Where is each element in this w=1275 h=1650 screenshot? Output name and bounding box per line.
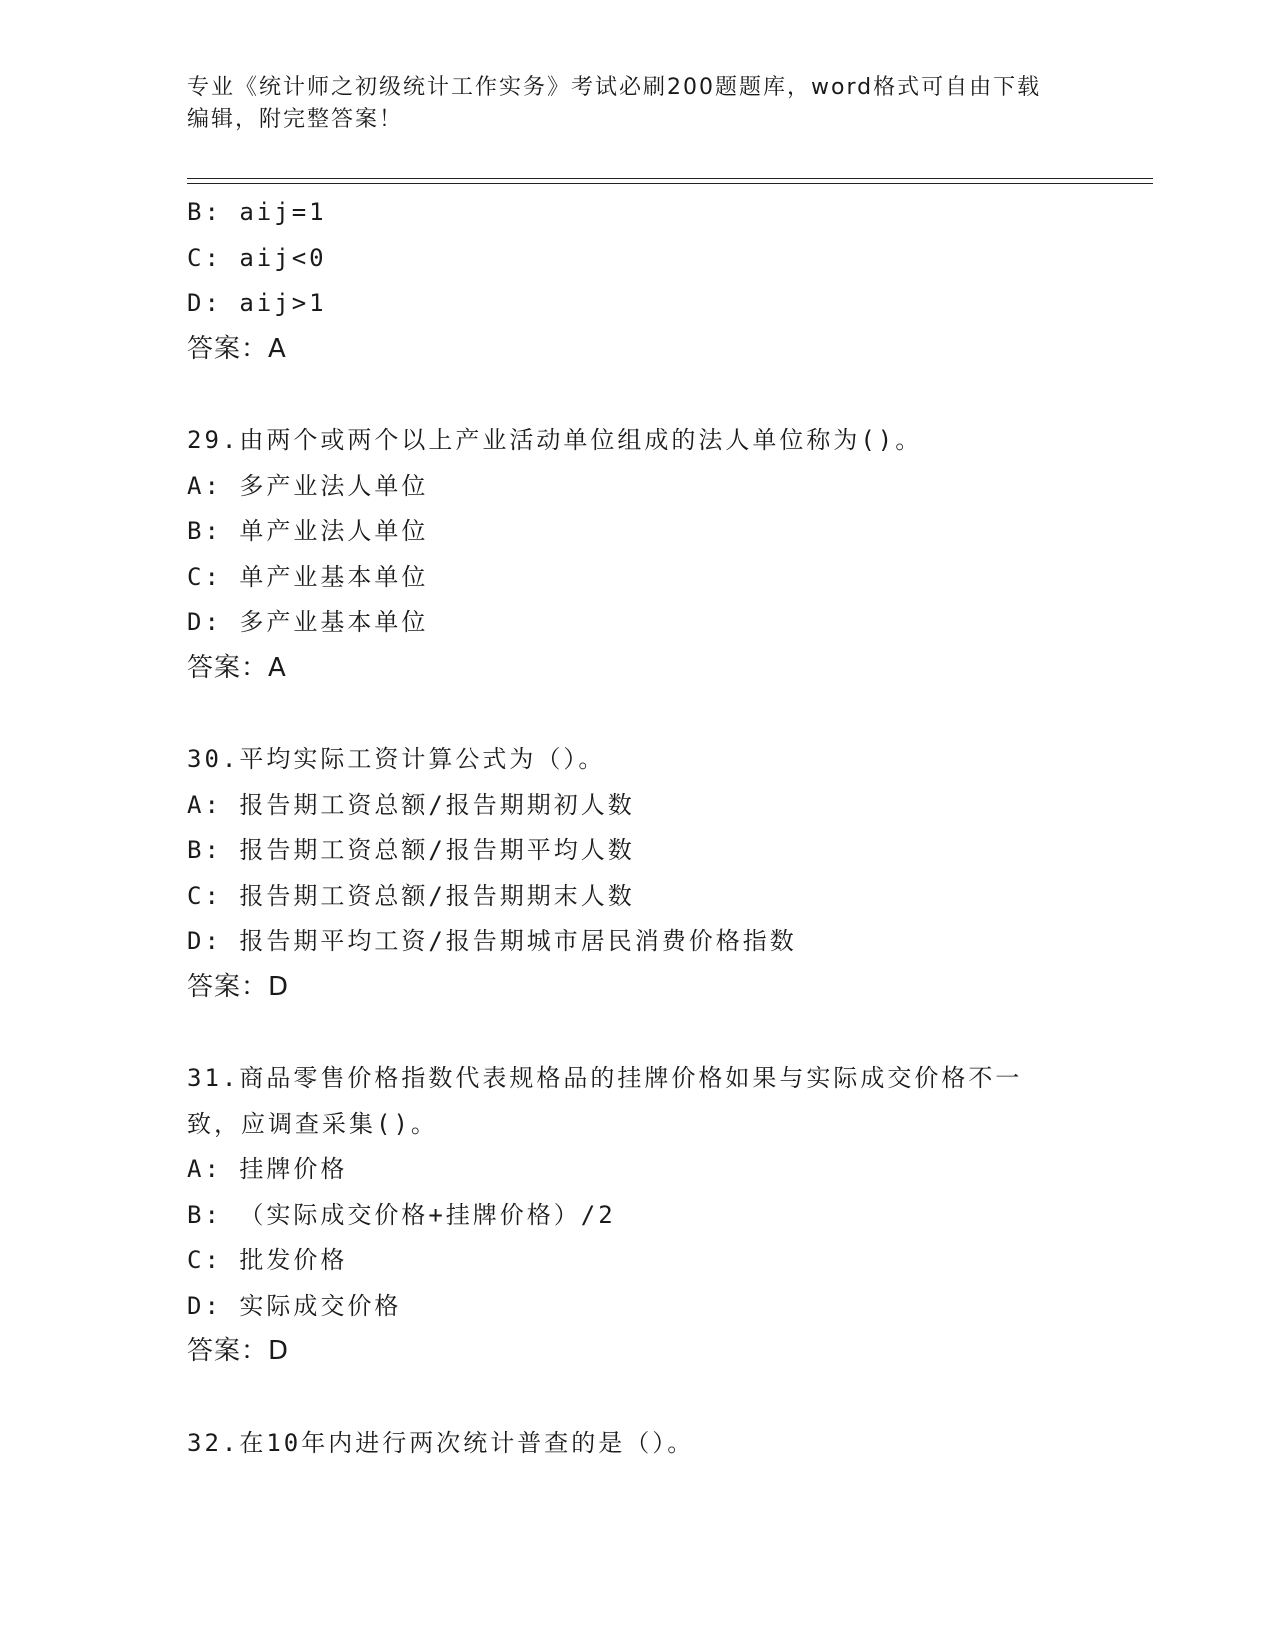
header-divider-bottom [187,183,1153,184]
option-b: B: 单产业法人单位 [187,517,429,545]
header-line-2: 编辑，附完整答案！ [187,107,404,132]
spacer [187,691,1087,737]
option-c: C: aij<0 [187,243,327,272]
spacer [187,372,1087,418]
header-line-1: 专业《统计师之初级统计工作实务》考试必刷200题题库，word格式可自由下载 [187,75,1042,100]
option-c: C: 单产业基本单位 [187,562,429,591]
header-divider-top [187,178,1153,179]
option-a: A: 挂牌价格 [187,1155,348,1183]
option-c: C: 批发价格 [187,1246,348,1274]
question-stem: 31.商品零售价格指数代表规格品的挂牌价格如果与实际成交价格不一 [187,1064,1023,1092]
option-a: A: 多产业法人单位 [187,471,429,500]
option-d: D: 报告期平均工资/报告期城市居民消费价格指数 [187,927,797,955]
answer-line: 答案：A [187,333,287,364]
option-b: B: 报告期工资总额/报告期平均人数 [187,836,635,864]
option-c: C: 报告期工资总额/报告期期末人数 [187,881,635,910]
option-d: D: aij>1 [187,289,327,317]
answer-line: 答案：D [187,971,290,1002]
question-stem: 32.在10年内进行两次统计普查的是（）。 [187,1428,695,1457]
question-stem-continued: 致，应调查采集()。 [187,1109,438,1138]
option-a: A: 报告期工资总额/报告期期初人数 [187,790,635,819]
question-stem: 29.由两个或两个以上产业活动单位组成的法人单位称为()。 [187,426,923,454]
spacer [187,1010,1087,1056]
question-stem: 30.平均实际工资计算公式为（）。 [187,745,606,773]
answer-line: 答案：D [187,1336,290,1366]
answer-line: 答案：A [187,652,287,683]
option-d: D: 实际成交价格 [187,1291,402,1320]
question-content [187,190,1087,1466]
option-b: B: （实际成交价格+挂牌价格）/2 [187,1200,616,1229]
option-d: D: 多产业基本单位 [187,608,429,636]
option-b: B: aij=1 [187,198,327,226]
spacer [187,1375,1087,1421]
document-header [187,72,1087,136]
